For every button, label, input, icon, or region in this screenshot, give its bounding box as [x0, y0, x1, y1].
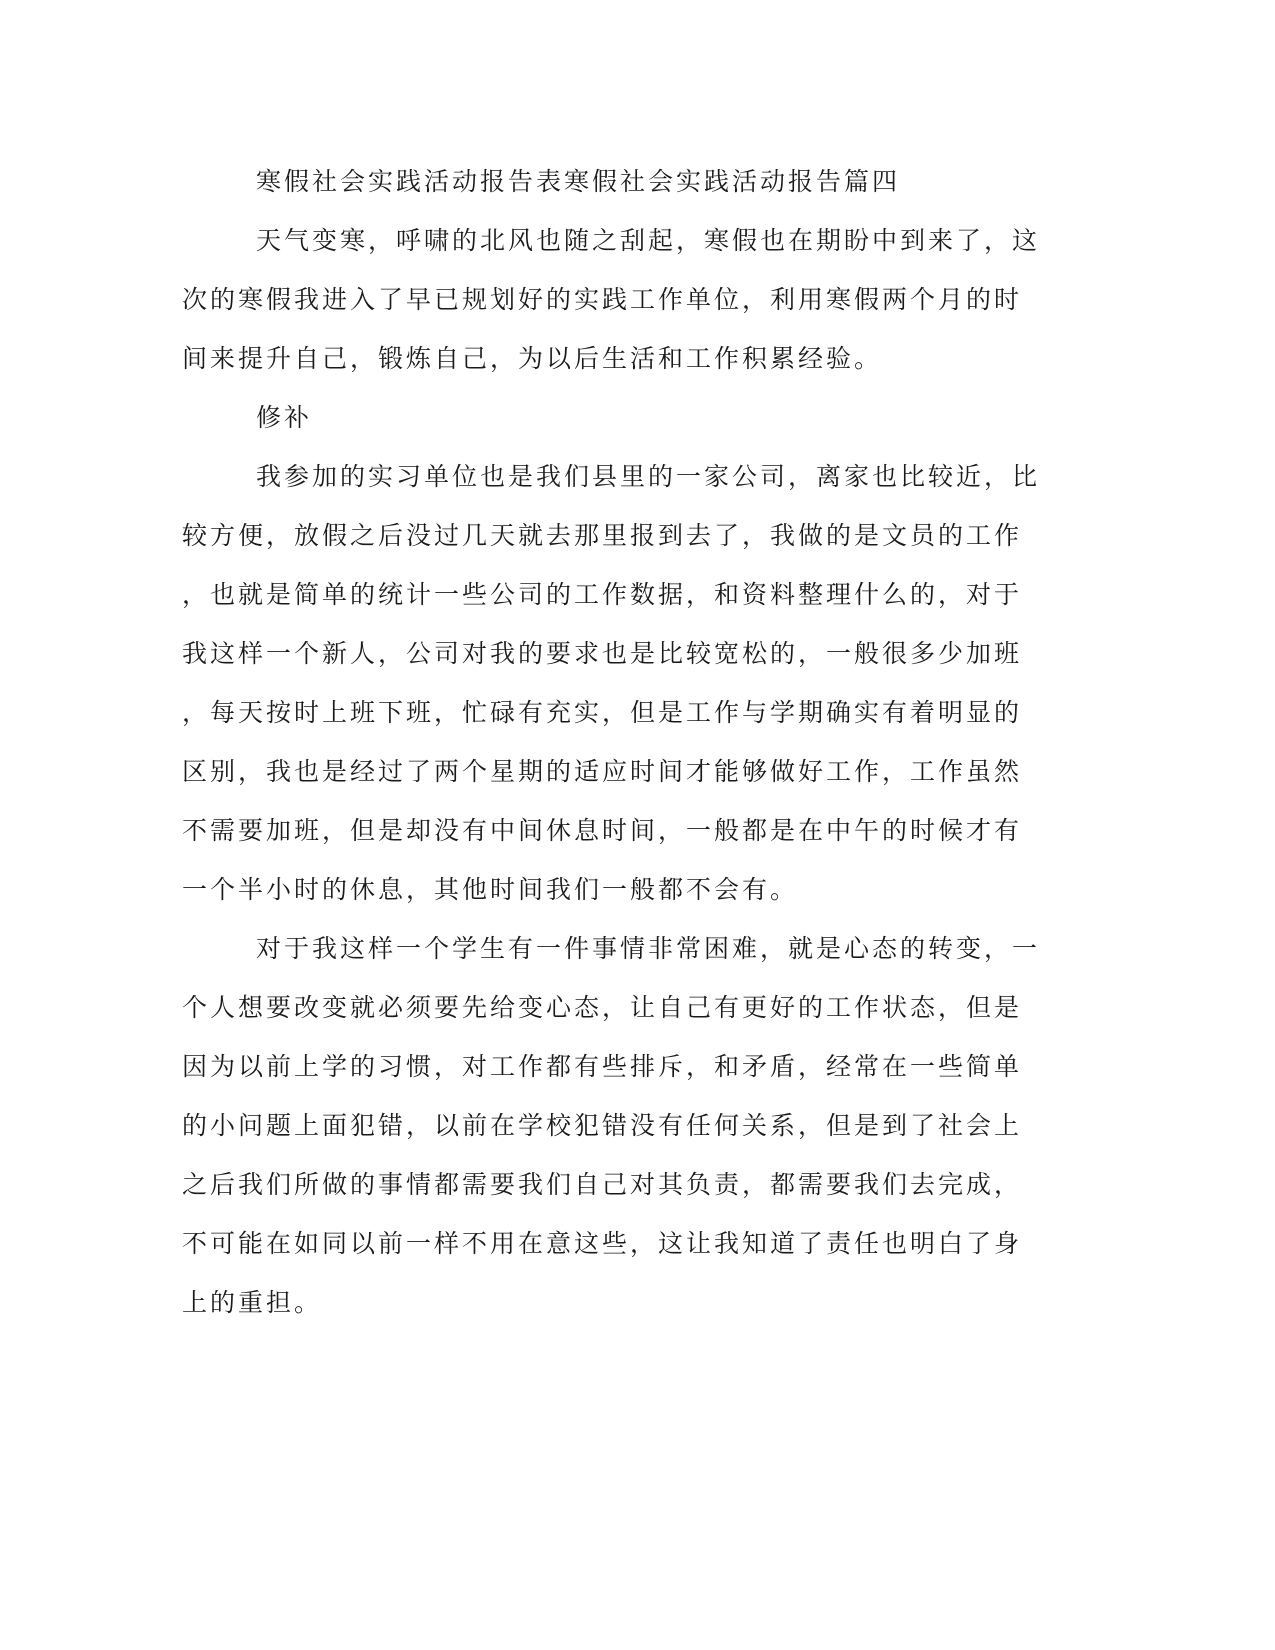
paragraph-line: 的小问题上面犯错，以前在学校犯错没有任何关系，但是到了社会上 [182, 1111, 1023, 1140]
paragraph-line: 区别，我也是经过了两个星期的适应时间才能够做好工作，工作虽然 [182, 757, 1023, 786]
paragraph-line: 较方便，放假之后没过几天就去那里报到去了，我做的是文员的工作 [182, 521, 1023, 550]
paragraph-line: 我参加的实习单位也是我们县里的一家公司，离家也比较近，比 [256, 462, 1041, 491]
paragraph-line: 不可能在如同以前一样不用在意这些，这让我知道了责任也明白了身 [182, 1229, 1023, 1258]
paragraph-line: 个人想要改变就必须要先给变心态，让自己有更好的工作状态，但是 [182, 993, 1023, 1022]
paragraph-line: ，也就是简单的统计一些公司的工作数据，和资料整理什么的，对于 [182, 580, 1023, 609]
paragraph-line: 我这样一个新人，公司对我的要求也是比较宽松的，一般很多少加班 [182, 639, 1023, 668]
document-title: 寒假社会实践活动报告表寒假社会实践活动报告篇四 [256, 167, 901, 196]
paragraph-line: 次的寒假我进入了早已规划好的实践工作单位，利用寒假两个月的时 [182, 285, 1023, 314]
paragraph-line: 修补 [256, 403, 313, 432]
paragraph-line: 之后我们所做的事情都需要我们自己对其负责，都需要我们去完成， [182, 1170, 1023, 1199]
paragraph-line: 因为以前上学的习惯，对工作都有些排斥，和矛盾，经常在一些简单 [182, 1052, 1023, 1081]
paragraph-line: 一个半小时的休息，其他时间我们一般都不会有。 [182, 875, 799, 904]
paragraph-line: 上的重担。 [182, 1288, 323, 1317]
paragraph-line: ，每天按时上班下班，忙碌有充实，但是工作与学期确实有着明显的 [182, 698, 1023, 727]
paragraph-line: 不需要加班，但是却没有中间休息时间，一般都是在中午的时候才有 [182, 816, 1023, 845]
paragraph-line: 天气变寒，呼啸的北风也随之刮起，寒假也在期盼中到来了，这 [256, 226, 1041, 255]
paragraph-line: 间来提升自己，锻炼自己，为以后生活和工作积累经验。 [182, 344, 883, 373]
paragraph-line: 对于我这样一个学生有一件事情非常困难，就是心态的转变，一 [256, 934, 1041, 963]
